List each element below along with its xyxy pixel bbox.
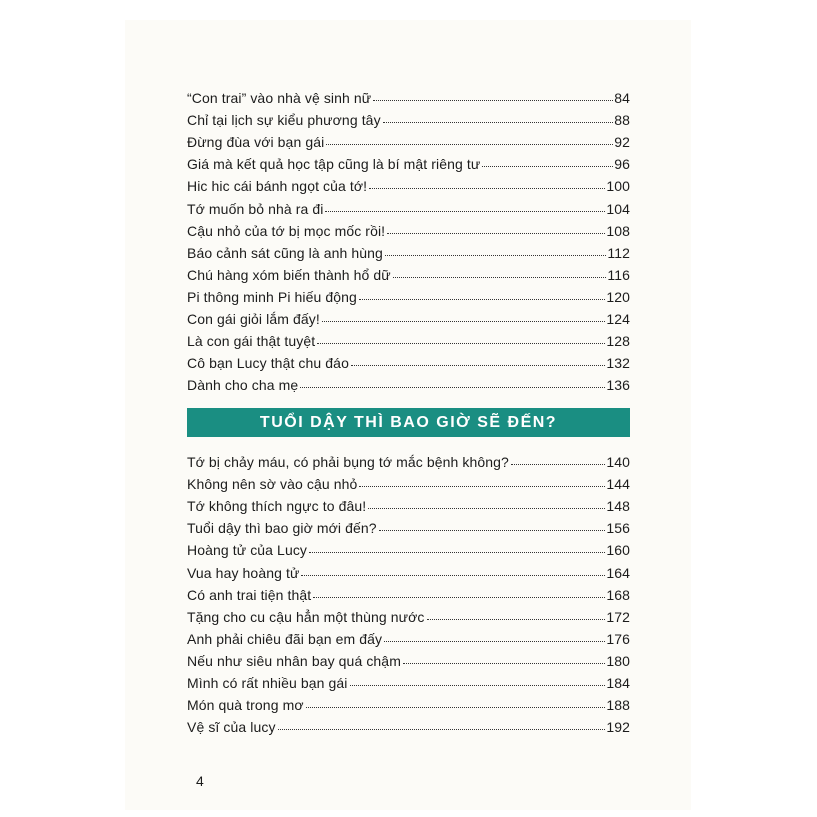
toc-entry-title: Pi thông minh Pi hiếu động: [187, 288, 357, 305]
toc-entry[interactable]: [187, 558, 630, 580]
toc-entry-page: 120: [606, 288, 630, 305]
toc-entry[interactable]: [187, 327, 630, 349]
toc-entry-page: 88: [614, 112, 630, 129]
dot-leader: [368, 508, 605, 509]
toc-entry-page: 132: [606, 355, 630, 372]
toc-entry-title: Có anh trai tiện thật: [187, 586, 312, 603]
toc-section-b: [187, 448, 630, 735]
dot-leader: [359, 299, 605, 300]
dot-leader: [511, 464, 605, 465]
dot-leader: [427, 619, 606, 620]
toc-entry-title: Món quà trong mơ: [187, 697, 304, 714]
toc-entry-title: Dành cho cha mẹ: [187, 377, 299, 394]
toc-entry-title: Báo cảnh sát cũng là anh hùng: [187, 244, 383, 261]
dot-leader: [351, 365, 605, 366]
toc-entry-title: Mình có rất nhiều bạn gái: [187, 675, 348, 692]
section-heading: TUỔI DẬY THÌ BAO GIỜ SẼ ĐẾN?: [259, 413, 558, 431]
dot-leader: [482, 166, 613, 167]
toc-entry-title: Vệ sĩ của lucy: [187, 719, 276, 736]
toc-entry-page: 108: [606, 222, 630, 239]
toc-entry-page: 104: [606, 200, 630, 217]
toc-entry[interactable]: [187, 106, 630, 128]
toc-entry[interactable]: [187, 84, 630, 106]
toc-entry-page: 184: [606, 675, 630, 692]
dot-leader: [384, 641, 605, 642]
dot-leader: [306, 707, 606, 708]
toc-entry-title: Chú hàng xóm biến thành hổ dữ: [187, 266, 391, 283]
toc-entry-page: 112: [607, 244, 630, 261]
toc-entry-title: Tớ muốn bỏ nhà ra đi: [187, 200, 324, 217]
dot-leader: [373, 100, 613, 101]
toc-entry-page: 96: [614, 156, 630, 173]
toc-entry[interactable]: [187, 194, 630, 216]
toc-entry[interactable]: [187, 239, 630, 261]
toc-entry-page: 124: [606, 311, 630, 328]
toc-entry[interactable]: [187, 691, 630, 713]
toc-entry-title: Nếu như siêu nhân bay quá chậm: [187, 652, 401, 669]
toc-entry[interactable]: [187, 128, 630, 150]
dot-leader: [385, 255, 606, 256]
dot-leader: [369, 188, 605, 189]
toc-entry-title: Chỉ tại lịch sự kiểu phương tây: [187, 112, 381, 129]
dot-leader: [325, 211, 605, 212]
toc-entry[interactable]: [187, 448, 630, 470]
toc-entry[interactable]: [187, 470, 630, 492]
dot-leader: [309, 552, 605, 553]
dot-leader: [383, 122, 614, 123]
toc-entry-page: 128: [606, 333, 630, 350]
toc-entry-title: Con gái giỏi lắm đấy!: [187, 311, 320, 328]
toc-entry-title: Anh phải chiêu đãi bạn em đấy: [187, 630, 383, 647]
toc-entry[interactable]: [187, 371, 630, 393]
dot-leader: [301, 575, 605, 576]
toc-entry-title: Giá mà kết quả học tập cũng là bí mật riêng tư: [187, 156, 481, 173]
toc-entry[interactable]: [187, 492, 630, 514]
toc-entry-page: 164: [606, 564, 630, 581]
dot-leader: [278, 729, 606, 730]
toc-entry-title: Cô bạn Lucy thật chu đáo: [187, 355, 349, 372]
toc-entry-title: Tớ bị chảy máu, có phải bụng tớ mắc bệnh không?: [187, 454, 509, 471]
toc-entry-title: Tớ không thích ngực to đâu!: [187, 498, 367, 515]
dot-leader: [403, 663, 605, 664]
toc-entry-page: 92: [614, 134, 630, 151]
section-heading-band: [187, 408, 630, 437]
toc-entry-title: Là con gái thật tuyệt: [187, 333, 316, 350]
toc-entry-title: Đừng đùa với bạn gái: [187, 134, 325, 151]
toc-entry-title: Tuổi dậy thì bao giờ mới đến?: [187, 520, 377, 537]
toc-entry-page: 180: [606, 652, 630, 669]
toc-entry[interactable]: [187, 581, 630, 603]
toc-entry-page: 136: [606, 377, 630, 394]
toc-entry[interactable]: [187, 514, 630, 536]
toc-entry-page: 172: [606, 608, 630, 625]
toc-entry-page: 188: [606, 697, 630, 714]
toc-entry[interactable]: [187, 150, 630, 172]
toc-entry[interactable]: [187, 283, 630, 305]
toc-entry-title: Vua hay hoàng tử: [187, 564, 300, 581]
toc-entry[interactable]: [187, 261, 630, 283]
toc-entry[interactable]: [187, 625, 630, 647]
toc-entry-page: 192: [606, 719, 630, 736]
toc-entry-page: 140: [606, 454, 630, 471]
toc-entry[interactable]: [187, 305, 630, 327]
toc-entry[interactable]: [187, 349, 630, 371]
dot-leader: [300, 387, 605, 388]
toc-entry-page: 100: [606, 178, 630, 195]
dot-leader: [359, 486, 605, 487]
dot-leader: [326, 144, 613, 145]
dot-leader: [379, 530, 606, 531]
dot-leader: [322, 321, 605, 322]
toc-entry-page: 156: [606, 520, 630, 537]
toc-entry-title: “Con trai” vào nhà vệ sinh nữ: [187, 90, 372, 107]
toc-entry[interactable]: [187, 647, 630, 669]
toc-entry-title: Hic hic cái bánh ngọt của tớ!: [187, 178, 368, 195]
toc-entry[interactable]: [187, 669, 630, 691]
toc-entry[interactable]: [187, 172, 630, 194]
page-number: 4: [196, 773, 204, 789]
dot-leader: [317, 343, 605, 344]
dot-leader: [393, 277, 607, 278]
toc-section-a: [187, 84, 630, 393]
toc-entry-page: 160: [606, 542, 630, 559]
toc-entry-page: 144: [606, 476, 630, 493]
toc-entry-title: Hoàng tử của Lucy: [187, 542, 308, 559]
toc-entry-title: Không nên sờ vào cậu nhỏ: [187, 476, 358, 493]
toc-entry-page: 84: [614, 90, 630, 107]
toc-entry-page: 168: [606, 586, 630, 603]
toc-entry[interactable]: [187, 713, 630, 735]
toc-entry-page: 176: [606, 630, 630, 647]
toc-entry-page: 148: [606, 498, 630, 515]
toc-entry[interactable]: [187, 603, 630, 625]
toc-entry-title: Cậu nhỏ của tớ bị mọc mốc rồi!: [187, 222, 386, 239]
dot-leader: [350, 685, 606, 686]
toc-entry[interactable]: [187, 536, 630, 558]
dot-leader: [313, 597, 605, 598]
toc-entry[interactable]: [187, 217, 630, 239]
toc-entry-title: Tặng cho cu cậu hẳn một thùng nước: [187, 608, 425, 625]
dot-leader: [387, 233, 605, 234]
toc-entry-page: 116: [607, 266, 630, 283]
